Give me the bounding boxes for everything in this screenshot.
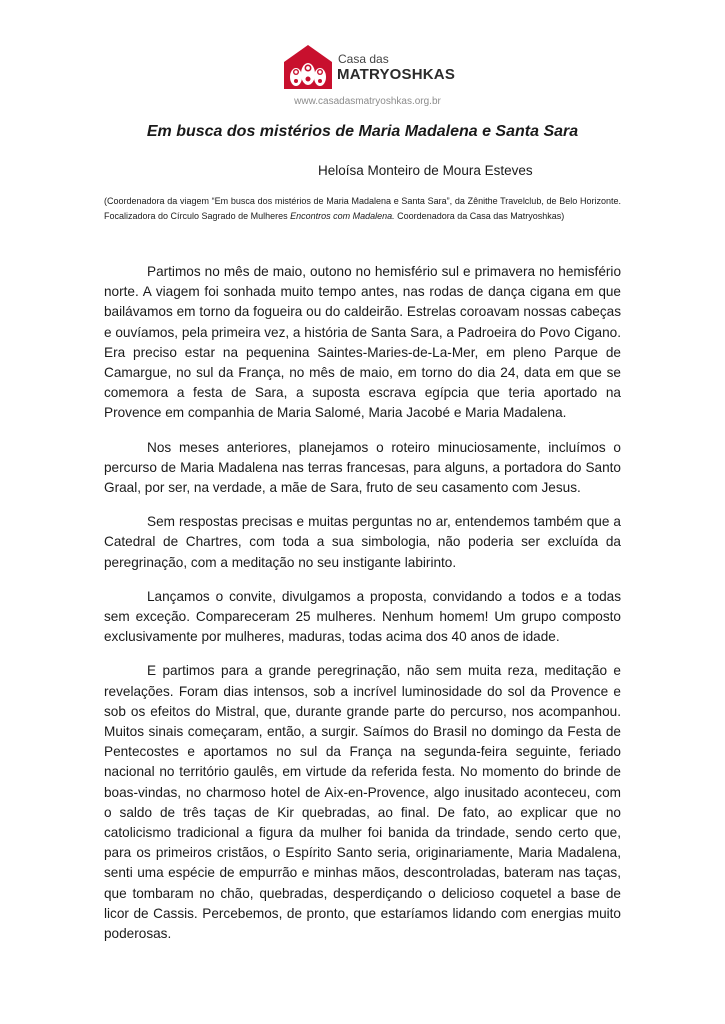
author-note-text-1: (Coordenadora da viagem “Em busca dos mistérios de Maria Madalena e Santa Sara”, da Zênithe Travelclub, de Belo Horizonte. Focalizadora do Círculo Sagrado de Mulheres: [104, 196, 621, 221]
logo: [283, 44, 456, 92]
paragraph: Sem respostas precisas e muitas perguntas no ar, entendemos também que a Catedral de Chartres, com toda a sua simbologia, não poderia ser excluída da peregrinação, com a meditação no seu instigante labirinto.: [104, 514, 621, 570]
logo-text-main: MATRYOSHKAS: [337, 66, 456, 83]
matryoshka-house-icon: [283, 44, 333, 90]
logo-text-top: Casa das: [338, 52, 389, 66]
author-note: [104, 194, 621, 224]
paragraph: E partimos para a grande peregrinação, não sem muita reza, meditação e revelações. Foram dias intensos, sob a incrível luminosidade do sol da Provence e sob os efeitos do Mistral, que, durante grande parte do percurso, nos acompanhou. Muitos sinais começaram, então, a surgir. Saímos do Brasil no domingo da Festa de Pentecostes e aportamos no sul da França na segunda-feira seguinte, feriado nacional no território gaulês, em virtude da referida festa. No momento do brinde de boas-vindas, no charmoso hotel de Aix-en-Provence, algo inusitado aconteceu, com o saldo de três taças de Kir quebradas, ao final. De fato, ao explicar que no catolicismo tradicional a figura da mulher foi banida da trindade, sendo certo que, para os primeiros cristãos, o Espírito Santo seria, originariamente, Maria Madalena, senti uma espécie de empurrão e minhas mãos, descontroladas, bateram nas taças, que tombaram no chão, quebradas, desperdiçando o delicioso coquetel a base de licor de Cassis. Percebemos, de pronto, que estaríamos lidando com energias muito poderosas.: [104, 663, 621, 942]
author-name: Heloísa Monteiro de Moura Esteves: [318, 163, 533, 178]
site-url[interactable]: www.casadasmatryoshkas.org.br: [294, 96, 441, 107]
body-text: [104, 262, 621, 958]
document-title: Em busca dos mistérios de Maria Madalena e Santa Sara: [146, 123, 579, 140]
paragraph: Nos meses anteriores, planejamos o roteiro minuciosamente, incluímos o percurso de Maria Madalena nas terras francesas, para alguns, a portadora do Santo Graal, por ser, na verdade, a mãe de Sara, fruto de seu casamento com Jesus.: [104, 439, 621, 496]
author-note-text-2: Coordenadora da Casa das Matryoshkas): [394, 211, 565, 221]
author-note-italic: Encontros com Madalena.: [290, 211, 395, 221]
paragraph: Lançamos o convite, divulgamos a proposta, convidando a todos e a todas sem exceção. Compareceram 25 mulheres. Nenhum homem! Um grupo composto exclusivamente por mulheres, maduras, todas acima dos 40 anos de idade.: [104, 588, 621, 645]
paragraph: Partimos no mês de maio, outono no hemisfério sul e primavera no hemisfério norte. A viagem foi sonhada muito tempo antes, nas rodas de dança cigana em que bailávamos em torno da fogueira ou do caldeirão. Estrelas coroavam nossas cabeças e ouvíamos, pela primeira vez, a história de Santa Sara, a Padroeira do Povo Cigano. Era preciso estar na pequenina Saintes-Maries-de-La-Mer, em pleno Parque de Camargue, no sul da França, no mês de maio, em torno do dia 24, data em que se comemora a festa de Sara, a suposta escrava egípcia que teria aportado na Provence em companhia de Maria Salomé, Maria Jacobé e Maria Madalena.: [104, 264, 621, 421]
